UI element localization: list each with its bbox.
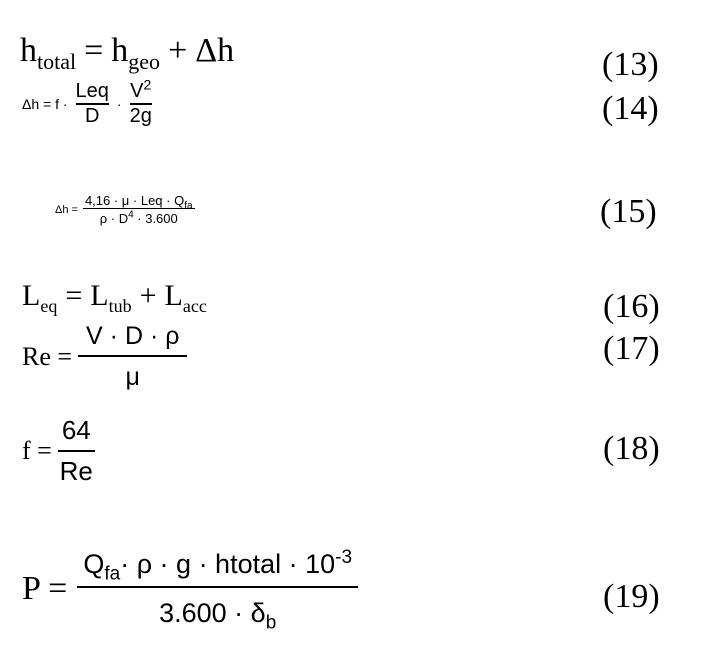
eq13-term1: $h_{geo}$ bbox=[111, 32, 161, 74]
eq19-lhs: P = bbox=[22, 570, 68, 607]
eq16-term2: $L_{acc}$ bbox=[164, 279, 207, 316]
eq18-fraction bbox=[58, 415, 95, 487]
eq17-denominator: μ bbox=[125, 363, 140, 391]
eq17-numerator: V · D · ρ bbox=[86, 322, 180, 350]
eq14-denominator-2g: 2g bbox=[129, 105, 152, 127]
eq13-term2: Δh bbox=[195, 32, 235, 69]
equation-19 bbox=[22, 547, 358, 634]
eq18-denominator: Re bbox=[59, 456, 93, 486]
eq17-fraction bbox=[78, 322, 187, 392]
eq16-plus: + bbox=[139, 279, 157, 312]
equation-number-14: (14) bbox=[602, 90, 659, 127]
eq15-fraction bbox=[83, 193, 195, 226]
equation-18 bbox=[22, 415, 95, 487]
eq19-fraction bbox=[77, 547, 358, 634]
eq13-equals: = bbox=[84, 32, 104, 69]
eq15-lhs: Δh = bbox=[55, 203, 78, 216]
eq17-lhs: Re = bbox=[22, 342, 73, 371]
equation-15 bbox=[55, 193, 195, 226]
equation-14 bbox=[22, 76, 160, 128]
eq18-numerator: 64 bbox=[61, 415, 91, 445]
eq16-lhs: $L_{eq}$ bbox=[22, 279, 58, 316]
equation-number-15: (15) bbox=[600, 193, 657, 230]
equation-17 bbox=[22, 322, 187, 392]
equation-13 bbox=[20, 32, 235, 74]
eq13-plus: + bbox=[168, 32, 188, 69]
equation-number-17: (17) bbox=[603, 330, 660, 367]
eq13-lhs: $h_{total}$ bbox=[20, 32, 77, 74]
eq16-equals: = bbox=[65, 279, 83, 312]
eq14-numerator-v: $V^2$ bbox=[130, 76, 152, 102]
eq18-lhs: f = bbox=[22, 436, 52, 465]
eq14-fraction-leq-d bbox=[76, 80, 109, 128]
equation-number-18: (18) bbox=[603, 430, 660, 467]
eq19-denominator: $3.600 \cdot \delta_b$ bbox=[159, 598, 277, 634]
equation-number-13: (13) bbox=[602, 46, 659, 83]
eq14-dot: · bbox=[116, 96, 122, 112]
eq14-lhs: Δh = f · bbox=[22, 96, 68, 112]
equation-number-19: (19) bbox=[603, 578, 660, 615]
eq16-term1: $L_{tub}$ bbox=[90, 279, 132, 316]
eq15-numerator: 4,16 · μ · Leq · $Q_{fa}$ bbox=[84, 193, 193, 212]
equation-number-16: (16) bbox=[603, 288, 660, 325]
equation-16 bbox=[22, 279, 207, 316]
eq14-fraction-v2-2g bbox=[129, 76, 152, 128]
eq15-denominator: $\rho \cdot D^4 \cdot 3.600$ bbox=[99, 209, 178, 226]
eq14-numerator: Leq bbox=[75, 80, 109, 102]
eq19-numerator: $Q_{fa}\cdot \rho \cdot g$ · htotal · $10^{-3}$ bbox=[83, 547, 353, 585]
eq14-denominator: D bbox=[85, 105, 100, 127]
